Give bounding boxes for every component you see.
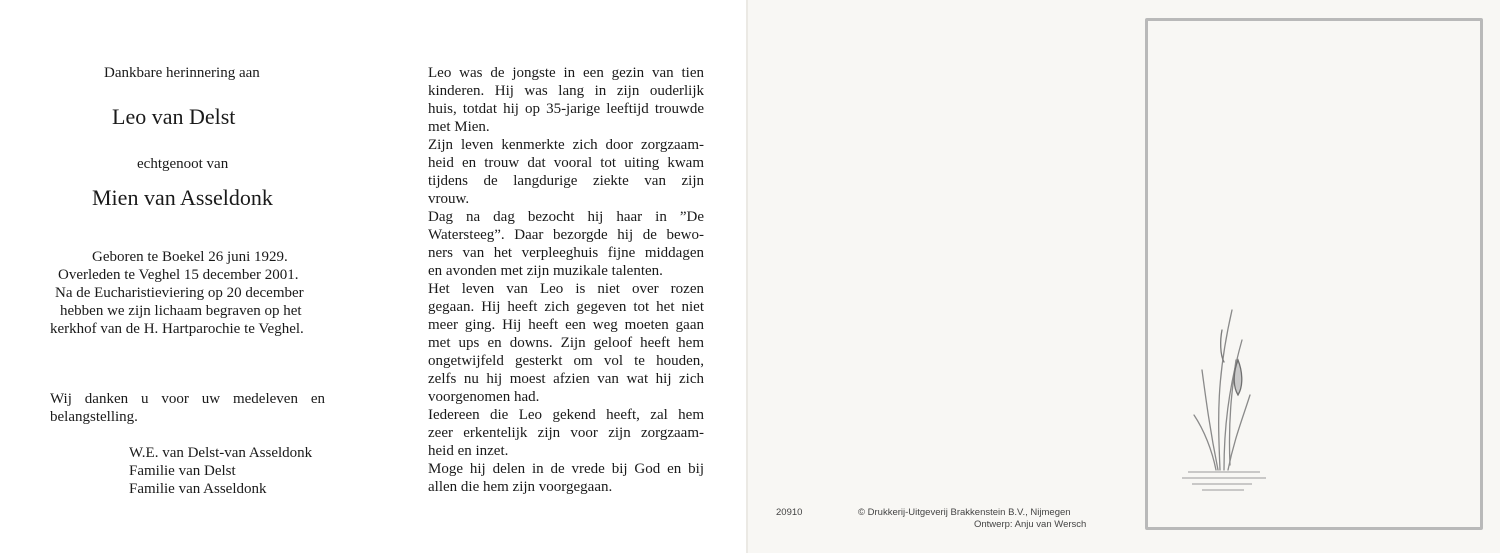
- bio-paragraph: [428, 406, 704, 460]
- detail-line: hebben we zijn lichaam begraven op het: [60, 303, 302, 319]
- bio-paragraph: [428, 280, 704, 406]
- bio-line: Het leven van Leo is niet over rozen: [428, 281, 704, 297]
- detail-line: Geboren te Boekel 26 juni 1929.: [92, 249, 288, 265]
- bio-line: tijdens de langdurige ziekte van zijn: [428, 173, 704, 189]
- spouse-name: Mien van Asseldonk: [92, 185, 273, 210]
- spouse-of-text: echtgenoot van: [137, 156, 229, 172]
- bio-line: en avonden met zijn muzikale talenten.: [428, 263, 663, 279]
- detail-line: Na de Eucharistieviering op 20 december: [55, 285, 304, 301]
- detail-line: kerkhof van de H. Hartparochie te Veghel.: [50, 321, 304, 337]
- bio-line: zeer erkentelijk zijn voor zijn zorgzaam-: [428, 425, 704, 441]
- thanks-block: [50, 390, 325, 426]
- bio-line: voorgenomen had.: [428, 389, 540, 405]
- bio-line: ners van het verpleeghuis fijne middagen: [428, 245, 704, 261]
- deceased-name: Leo van Delst: [112, 104, 236, 129]
- bio-line: meer ging. Hij heeft een weg moeten gaan: [428, 317, 704, 333]
- bio-line: huis, totdat hij op 35-jarige leeftijd trouwde: [428, 101, 704, 117]
- bio-paragraph: [428, 64, 704, 136]
- bio-line: heid en trouw dat vooral tot uiting kwam: [428, 155, 704, 171]
- detail-line: Overleden te Veghel 15 december 2001.: [58, 267, 299, 283]
- print-number: 20910: [776, 507, 803, 518]
- family-line: Familie van Asseldonk: [129, 481, 267, 497]
- bio-line: Moge hij delen in de vrede bij God en bij: [428, 461, 704, 477]
- bio-line: Leo was de jongste in een gezin van tien: [428, 65, 704, 81]
- family-line: W.E. van Delst-van Asseldonk: [129, 445, 313, 461]
- bio-line: Zijn leven kenmerkte zich door zorgzaam-: [428, 137, 704, 153]
- bio-line: ongetwijfeld gesterkt om vol te houden,: [428, 353, 704, 369]
- bio-line: Dag na dag bezocht hij haar in ”De: [428, 209, 704, 225]
- bio-line: met Mien.: [428, 119, 490, 135]
- bio-line: heid en inzet.: [428, 443, 509, 459]
- family-line: Familie van Delst: [129, 463, 236, 479]
- design-credit: Ontwerp: Anju van Wersch: [974, 519, 1087, 530]
- bio-paragraph: [428, 460, 704, 496]
- bio-line: kinderen. Hij was lang in zijn ouderlijk: [428, 83, 704, 99]
- thanks-line: belangstelling.: [50, 409, 138, 425]
- bio-line: allen die hem zijn voorgegaan.: [428, 479, 613, 495]
- biography: [428, 64, 704, 496]
- bio-paragraph: [428, 208, 704, 280]
- bio-line: gegaan. Hij heeft zich gegeven tot het niet: [428, 299, 704, 315]
- card-fold: [746, 0, 748, 553]
- bio-line: zelfs nu hij moest afzien van wat hij zich: [428, 371, 704, 387]
- bio-line: vrouw.: [428, 191, 470, 207]
- printer-credit: © Drukkerij-Uitgeverij Brakkenstein B.V., Nijmegen: [858, 507, 1071, 518]
- thanks-line: Wij danken u voor uw medeleven en: [50, 391, 325, 407]
- intro-text: Dankbare herinnering aan: [104, 65, 260, 81]
- bio-line: met ups en downs. Zijn geloof heeft hem: [428, 335, 704, 351]
- bio-paragraph: [428, 136, 704, 208]
- bio-line: Iedereen die Leo gekend heeft, zal hem: [428, 407, 704, 423]
- reed-plant-illustration: [1180, 300, 1270, 500]
- bio-line: Watersteeg”. Daar bezorgde hij de bewo-: [428, 227, 704, 243]
